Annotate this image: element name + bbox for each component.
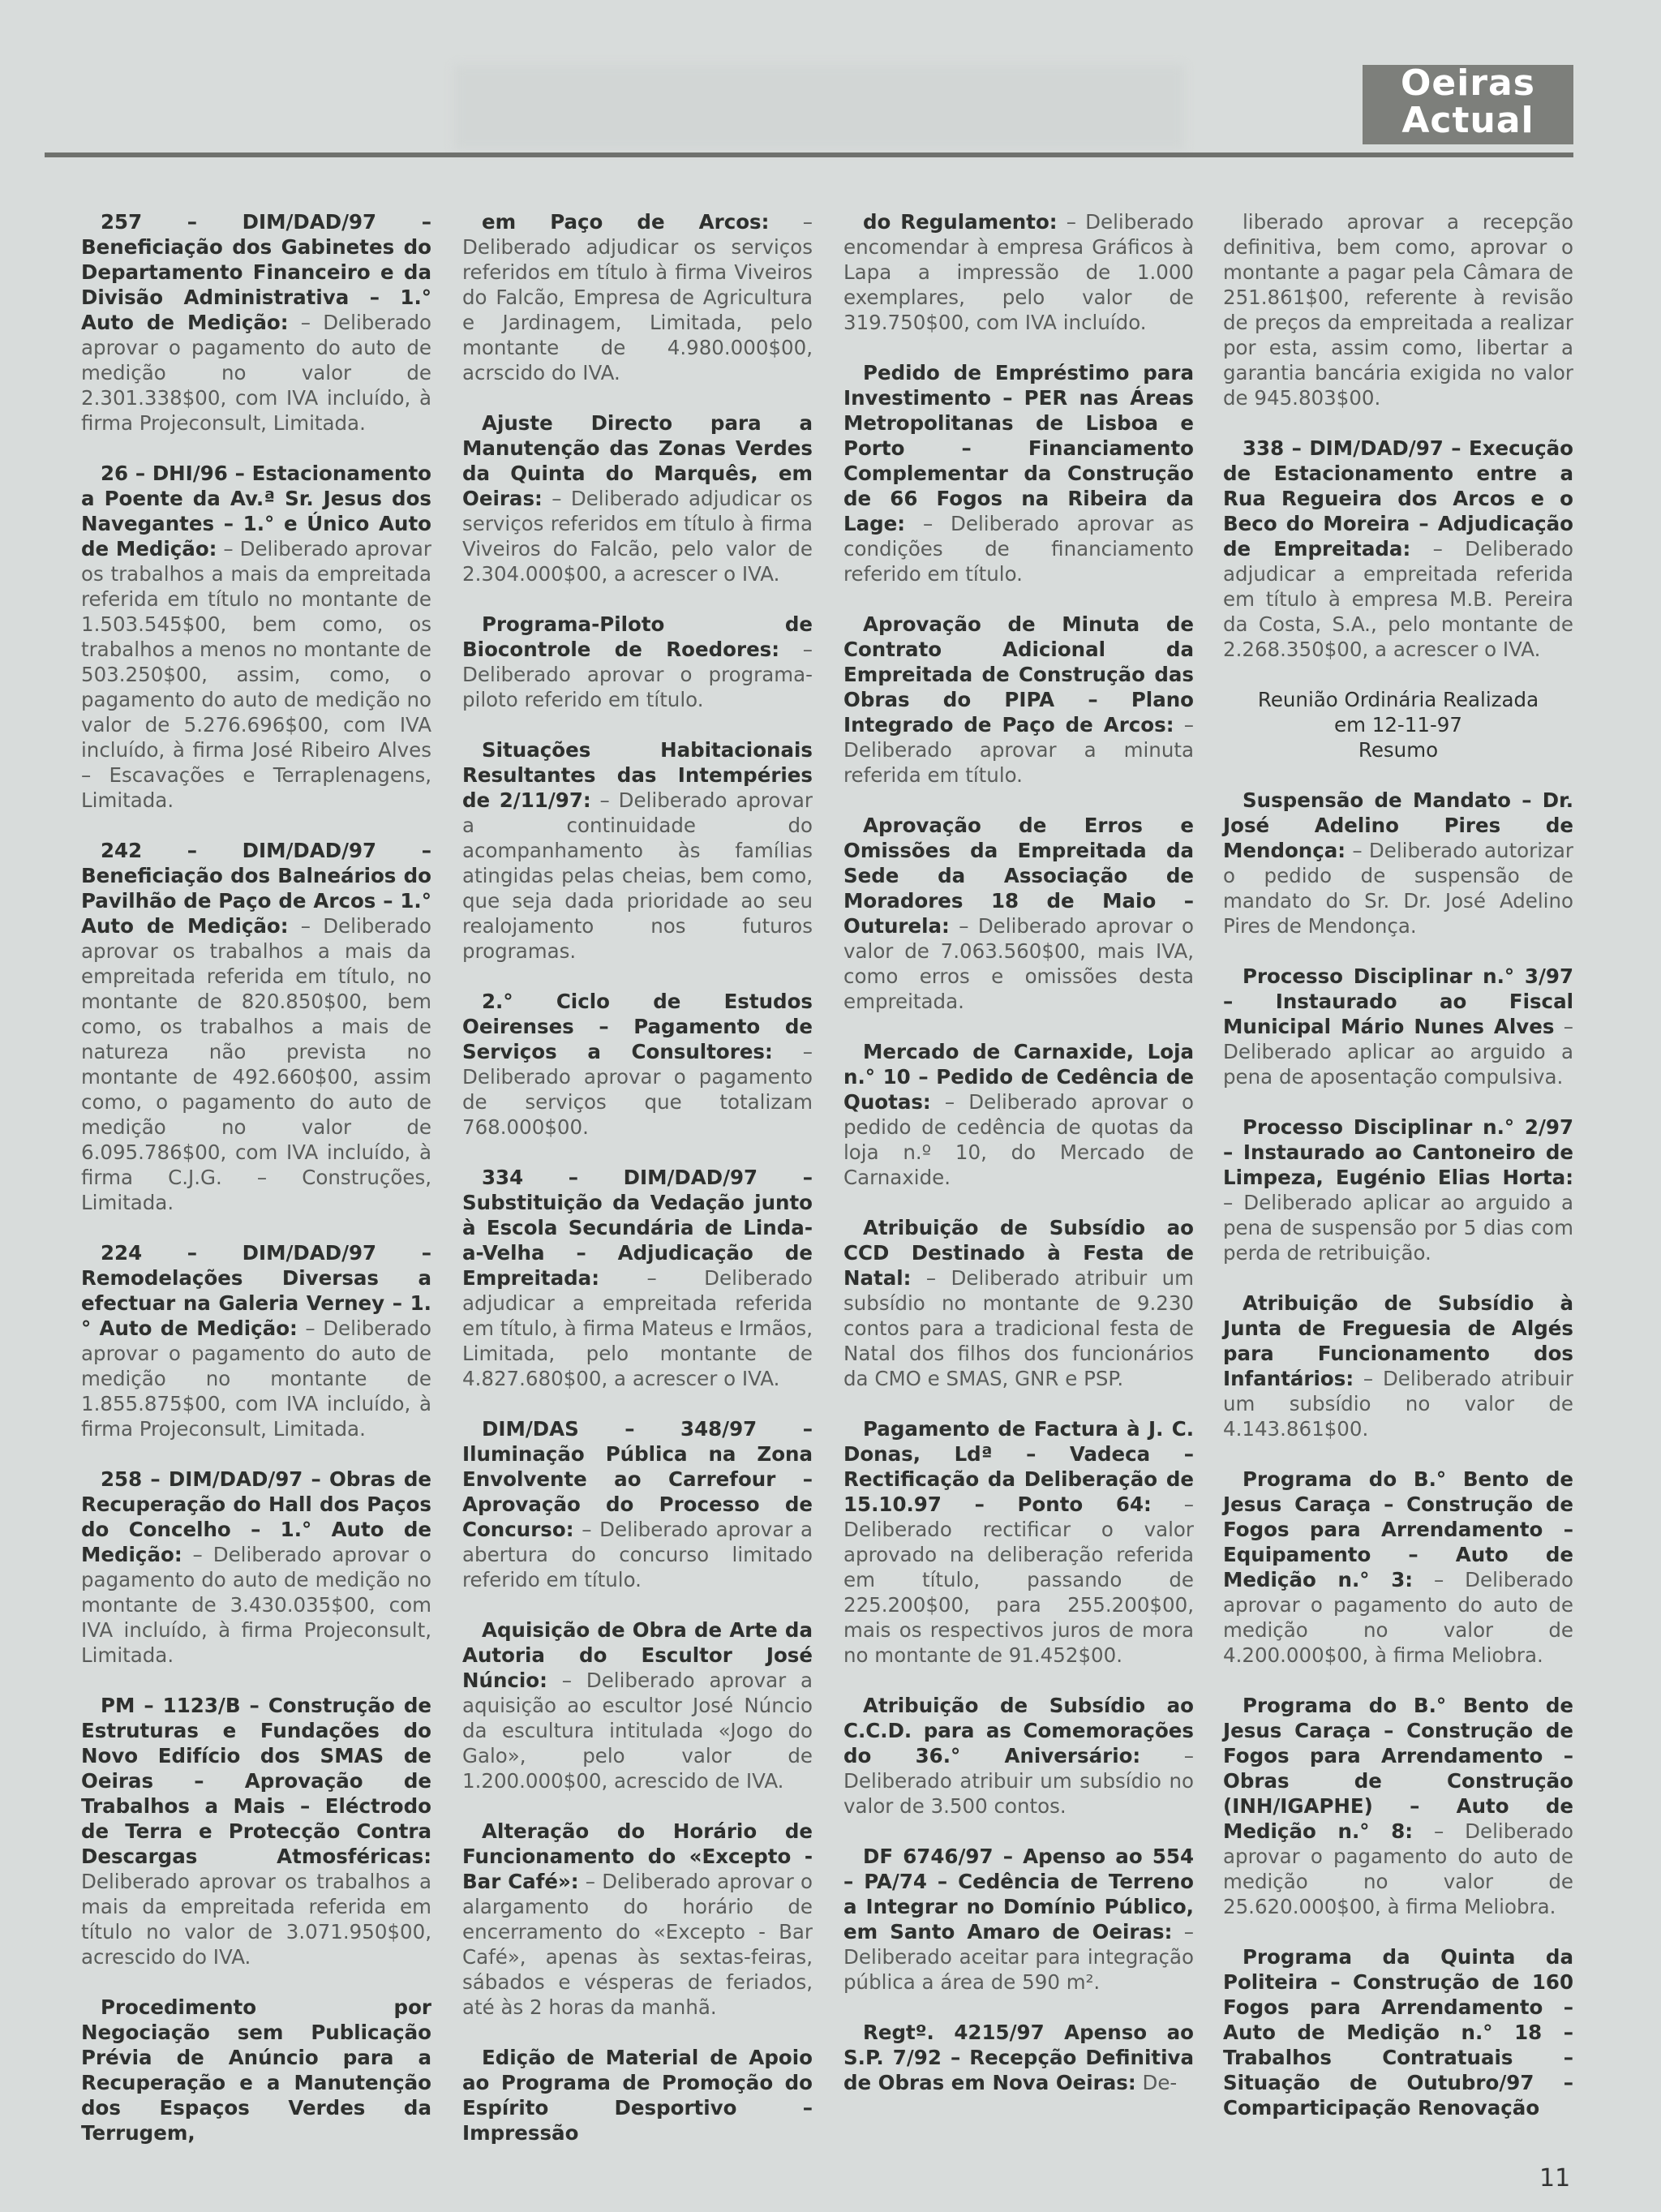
deliberation-paragraph (843, 209, 1194, 335)
deliberation-heading: Atribuição de Subsídio à Junta de Freguesia de Algés para Funcionamento dos Infantários: (1223, 1291, 1573, 1390)
deliberation-body: – Deliberado aprovar as condições de financiamento referido em título. (843, 512, 1194, 586)
deliberation-heading: Alteração do Horário de Funcionamento do «Excepto - Bar Café»: (462, 1819, 813, 1893)
deliberation-body: – Deliberado aprovar o pagamento do auto de medição no valor de 25.620.000$00, à firma Meliobra. (1223, 1819, 1573, 1918)
deliberation-body: – Deliberado adjudicar a empreitada referida em título, à firma Mateus e Irmãos, Limitada, pelo montante de 4.827.680$00, a acrescer o IVA. (462, 1266, 813, 1390)
deliberation-body: – Deliberado aceitar para integração pública a área de 590 m². (843, 1920, 1194, 1994)
deliberation-body: – Deliberado aprovar o pagamento do auto de medição no valor de 4.200.000$00, à firma Meliobra. (1223, 1568, 1573, 1667)
deliberation-heading: Aprovação de Minuta de Contrato Adicional da Empreitada de Construção das Obras do PIPA – Plano Integrado de Paço de Arcos: (843, 612, 1194, 737)
deliberation-body: – Deliberado atribuir um subsídio no montante de 9.230 contos para a tradicional festa de Natal dos filhos dos funcionários da CMO e SMAS, GNR e PSP. (843, 1266, 1194, 1390)
deliberation-paragraph (462, 1819, 813, 2020)
deliberation-heading: Regtº. 4215/97 Apenso ao S.P. 7/92 – Recepção Definitiva de Obras em Nova Oeiras: (843, 2021, 1194, 2094)
deliberation-paragraph (81, 209, 431, 436)
deliberation-paragraph (81, 1995, 431, 2145)
deliberation-paragraph (462, 209, 813, 385)
deliberation-heading: Programa-Piloto de Biocontrole de Roedores: (462, 612, 813, 661)
deliberation-heading: 257 – DIM/DAD/97 – Beneficiação dos Gabinetes do Departamento Financeiro e da Divisão Administrativa – 1.° Auto de Medição: (81, 210, 431, 334)
deliberation-paragraph (81, 1467, 431, 1668)
deliberation-paragraph (462, 1617, 813, 1793)
deliberation-paragraph (843, 612, 1194, 788)
section-heading-line: Reunião Ordinária Realizada (1257, 688, 1539, 711)
deliberation-paragraph (462, 2045, 813, 2145)
deliberation-body: – Deliberado aprovar o programa-piloto referido em título. (462, 638, 813, 711)
deliberation-body: – Deliberado adjudicar os serviços referidos em título à firma Viveiros do Falcão, pelo valor de 2.304.000$00, a acrescer o IVA. (462, 487, 813, 586)
deliberation-paragraph (843, 2020, 1194, 2095)
deliberation-heading: PM – 1123/B – Construção de Estruturas e Fundações do Novo Edifício dos SMAS de Oeiras – Aprovação de Trabalhos a Mais – Eléctrodo de Terra e Protecção Contra Descargas Atmosféricas: (81, 1694, 431, 1868)
deliberation-paragraph (843, 1416, 1194, 1668)
deliberation-heading: do Regulamento: (863, 210, 1058, 234)
deliberation-paragraph (462, 737, 813, 964)
deliberation-body: – Deliberado aprovar a continuidade do acompanhamento às famílias atingidas pelas cheias, bem como, que seja dada prioridade ao seu realojamento nos futuros programas. (462, 788, 813, 963)
deliberation-paragraph (462, 410, 813, 586)
deliberation-heading: 2.° Ciclo de Estudos Oeirenses – Pagamento de Serviços a Consultores: (462, 990, 813, 1063)
deliberation-heading: Procedimento por Negociação sem Publicação Prévia de Anúncio para a Recuperação e a Manutenção dos Espaços Verdes da Terrugem, (81, 1995, 431, 2145)
deliberation-heading: 258 – DIM/DAD/97 – Obras de Recuperação do Hall dos Paços do Concelho – 1.° Auto de Medição: (81, 1467, 431, 1566)
logo-line-1: Oeiras (1401, 62, 1535, 104)
deliberation-body: – Deliberado atribuir um subsídio no valor de 4.143.861$00. (1223, 1367, 1573, 1441)
deliberation-paragraph (1223, 788, 1573, 938)
deliberation-body: – Deliberado aprovar o pagamento de serviços que totalizam 768.000$00. (462, 1040, 813, 1139)
deliberation-body: – Deliberado aprovar o pedido de cedência de quotas da loja n.º 10, do Mercado de Carnaxide. (843, 1090, 1194, 1189)
section-heading-line: em 12-11-97 (1334, 713, 1462, 737)
deliberation-heading: Atribuição de Subsídio ao CCD Destinado à Festa de Natal: (843, 1216, 1194, 1290)
deliberation-heading: Aquisição de Obra de Arte da Autoria do Escultor José Núncio: (462, 1618, 813, 1692)
deliberation-paragraph (81, 1693, 431, 1969)
deliberation-body: – Deliberado encomendar à empresa Gráficos à Lapa a impressão de 1.000 exemplares, pelo valor de 319.750$00, com IVA incluído. (843, 210, 1194, 334)
deliberation-body: – Deliberado aprovar o pagamento do auto de medição no valor de 2.301.338$00, com IVA incluído, à firma Projeconsult, Limitada. (81, 311, 431, 435)
deliberation-body: – Deliberado adjudicar a empreitada referida em título à empresa M.B. Pereira da Costa, S.A., pelo montante de 2.268.350$00, a acrescer o IVA. (1223, 537, 1573, 661)
deliberation-body: – Deliberado adjudicar os serviços referidos em título à firma Viveiros do Falcão, Empresa de Agricultura e Jardinagem, Limitada, pelo montante de 4.980.000$00, acrscido do IVA. (462, 210, 813, 384)
column-2 (462, 209, 813, 2145)
deliberation-body: – Deliberado aprovar o pagamento do auto de medição no montante de 1.855.875$00, com IVA incluído, à firma Projeconsult, Limitada. (81, 1316, 431, 1441)
deliberation-heading: Pedido de Empréstimo para Investimento – PER nas Áreas Metropolitanas de Lisboa e Porto – Financiamento Complementar da Construção de 66 Fogos na Ribeira da Lage: (843, 361, 1194, 535)
deliberation-body: – Deliberado aplicar ao arguido a pena de aposentação compulsiva. (1223, 1015, 1573, 1089)
deliberation-paragraph (1223, 1291, 1573, 1441)
deliberation-body: – Deliberado aprovar o valor de 7.063.560$00, mais IVA, como erros e omissões desta empreitada. (843, 914, 1194, 1013)
deliberation-heading: Pagamento de Factura à J. C. Donas, Ldª – Vadeca – Rectificação da Deliberação de 15.10.97 – Ponto 64: (843, 1417, 1194, 1516)
deliberation-paragraph (843, 813, 1194, 1014)
deliberation-body: – Deliberado rectificar o valor aprovado na deliberação referida em título, passando de 225.200$00, para 255.200$00, mais os respectivos juros de mora no montante de 91.452$00. (843, 1493, 1194, 1667)
deliberation-body: – Deliberado aprovar a aquisição ao escultor José Núncio da escultura intitulada «Jogo do Galo», pelo valor de 1.200.000$00, acrescido de IVA. (462, 1669, 813, 1793)
deliberation-heading: 224 – DIM/DAD/97 – Remodelações Diversas a efectuar na Galeria Verney – 1.° Auto de Medição: (81, 1241, 431, 1340)
deliberation-body: Deliberado aprovar os trabalhos a mais da empreitada referida em título no valor de 3.071.950$00, acrescido do IVA. (81, 1870, 431, 1969)
deliberation-body: – Deliberado autorizar o pedido de suspensão de mandato do Sr. Dr. José Adelino Pires de Mendonça. (1223, 839, 1573, 938)
deliberation-heading: Mercado de Carnaxide, Loja n.° 10 – Pedido de Cedência de Quotas: (843, 1040, 1194, 1114)
deliberation-paragraph (843, 1844, 1194, 1995)
deliberation-paragraph (1223, 436, 1573, 662)
deliberation-paragraph (1223, 1944, 1573, 2120)
deliberation-body: – Deliberado aplicar ao arguido a pena de suspensão por 5 dias com perda de retribuição. (1223, 1191, 1573, 1265)
deliberation-paragraph (843, 1039, 1194, 1190)
deliberation-paragraph (81, 461, 431, 813)
deliberation-paragraph (462, 612, 813, 712)
deliberation-paragraph (843, 1693, 1194, 1819)
deliberation-paragraph (462, 1165, 813, 1391)
deliberation-heading: Aprovação de Erros e Omissões da Empreitada da Sede da Associação de Moradores 18 de Maio – Outurela: (843, 814, 1194, 938)
oeiras-actual-logo (1363, 62, 1573, 144)
deliberation-body: – Deliberado atribuir um subsídio no valor de 3.500 contos. (843, 1744, 1194, 1818)
deliberation-body: liberado aprovar a recepção definitiva, bem como, aprovar o montante a pagar pela Câmara de 251.861$00, referente à revisão de preços da empreitada a realizar por esta, assim como, libertar a garantia bancária exigida no valor de 945.803$00. (1223, 210, 1573, 410)
deliberation-heading: DF 6746/97 – Apenso ao 554 – PA/74 – Cedência de Terreno a Integrar no Domínio Público, em Santo Amaro de Oeiras: (843, 1845, 1194, 1944)
deliberation-paragraph (462, 1416, 813, 1592)
deliberation-body: – Deliberado aprovar a minuta referida em título. (843, 713, 1194, 787)
deliberation-heading: Processo Disciplinar n.° 2/97 – Instaurado ao Cantoneiro de Limpeza, Eugénio Elias Horta: (1223, 1115, 1573, 1189)
deliberation-paragraph (1223, 964, 1573, 1089)
column-3 (843, 209, 1194, 2115)
deliberation-body: – Deliberado aprovar a abertura do concurso limitado referido em título. (462, 1518, 813, 1591)
deliberation-heading: em Paço de Arcos: (482, 210, 770, 234)
deliberation-paragraph (1223, 1467, 1573, 1668)
deliberation-paragraph (843, 1215, 1194, 1391)
page-number: 11 (1539, 2164, 1571, 2193)
deliberation-heading: Edição de Material de Apoio ao Programa de Promoção do Espírito Desportivo – Impressão (462, 2046, 813, 2145)
deliberation-paragraph (1223, 209, 1573, 410)
deliberation-body: De- (1135, 2071, 1178, 2094)
deliberation-heading: 334 – DIM/DAD/97 – Substituição da Vedação junto à Escola Secundária de Linda-a-Velha – Adjudicação de Empreitada: (462, 1166, 813, 1290)
faded-section-banner (454, 65, 1184, 150)
column-1 (81, 209, 431, 2145)
deliberation-heading: Programa da Quinta da Politeira – Construção de 160 Fogos para Arrendamento – Auto de Medição n.° 18 – Trabalhos Contratuais – Situação de Outubro/97 – Comparticipação Renovação (1223, 1945, 1573, 2120)
deliberation-heading: 242 – DIM/DAD/97 – Beneficiação dos Balneários do Pavilhão de Paço de Arcos – 1.° Auto de Medição: (81, 839, 431, 938)
deliberation-heading: Ajuste Directo para a Manutenção das Zonas Verdes da Quinta do Marquês, em Oeiras: (462, 411, 813, 510)
logo-line-2: Actual (1401, 100, 1534, 141)
deliberation-heading: 338 – DIM/DAD/97 – Execução de Estacionamento entre a Rua Regueira dos Arcos e o Beco do Moreira – Adjudicação de Empreitada: (1223, 436, 1573, 561)
deliberation-paragraph (81, 1240, 431, 1441)
deliberation-heading: Programa do B.° Bento de Jesus Caraça – Construção de Fogos para Arrendamento – Obras de Construção (INH/IGAPHE) – Auto de Medição n.° 8: (1223, 1694, 1573, 1843)
column-4 (1223, 209, 1573, 2120)
deliberation-heading: Suspensão de Mandato – Dr. José Adelino Pires de Mendonça: (1223, 788, 1573, 862)
section-heading (1223, 687, 1573, 762)
deliberation-heading: DIM/DAS – 348/97 – Iluminação Pública na Zona Envolvente ao Carrefour – Aprovação do Processo de Concurso: (462, 1417, 813, 1541)
deliberation-heading: 26 – DHI/96 – Estacionamento a Poente da Av.ª Sr. Jesus dos Navegantes – 1.° e Único Auto de Medição: (81, 462, 431, 561)
deliberation-paragraph (1223, 1693, 1573, 1919)
deliberation-heading: Processo Disciplinar n.° 3/97 – Instaurado ao Fiscal Municipal Mário Nunes Alves (1223, 964, 1573, 1038)
deliberation-paragraph (81, 838, 431, 1215)
deliberation-paragraph (1223, 1115, 1573, 1265)
section-heading-line: Resumo (1358, 738, 1439, 762)
deliberation-body: – Deliberado aprovar o pagamento do auto de medição no montante de 3.430.035$00, com IVA incluído, à firma Projeconsult, Limitada. (81, 1543, 431, 1667)
header-rule (45, 152, 1573, 157)
deliberation-body: – Deliberado aprovar os trabalhos a mais da empreitada referida em título no montante de 1.503.545$00, bem como, os trabalhos a menos no montante de 503.250$00, assim, como, o pagamento do auto de medição no valor de 5.276.696$00, com IVA incluído, à firma José Ribeiro Alves – Escavações e Terraplenagens, Limitada. (81, 537, 431, 812)
deliberation-heading: Situações Habitacionais Resultantes das Intempéries de 2/11/97: (462, 738, 813, 812)
deliberation-heading: Programa do B.° Bento de Jesus Caraça – Construção de Fogos para Arrendamento – Equipamento – Auto de Medição n.° 3: (1223, 1467, 1573, 1591)
deliberation-paragraph (462, 989, 813, 1140)
deliberation-body: – Deliberado aprovar os trabalhos a mais da empreitada referida em título, no montante de 820.850$00, bem como, os trabalhos a mais de natureza não prevista no montante de 492.660$00, assim como, o pagamento do auto de medição no valor de 6.095.786$00, com IVA incluído, à firma C.J.G. – Construções, Limitada. (81, 914, 431, 1214)
deliberation-heading: Atribuição de Subsídio ao C.C.D. para as Comemorações do 36.° Aniversário: (843, 1694, 1194, 1767)
deliberation-body: – Deliberado aprovar o alargamento do horário de encerramento do «Excepto - Bar Café», apenas às sextas-feiras, sábados e vésperas de feriados, até às 2 horas da manhã. (462, 1870, 813, 2019)
deliberation-paragraph (843, 360, 1194, 586)
